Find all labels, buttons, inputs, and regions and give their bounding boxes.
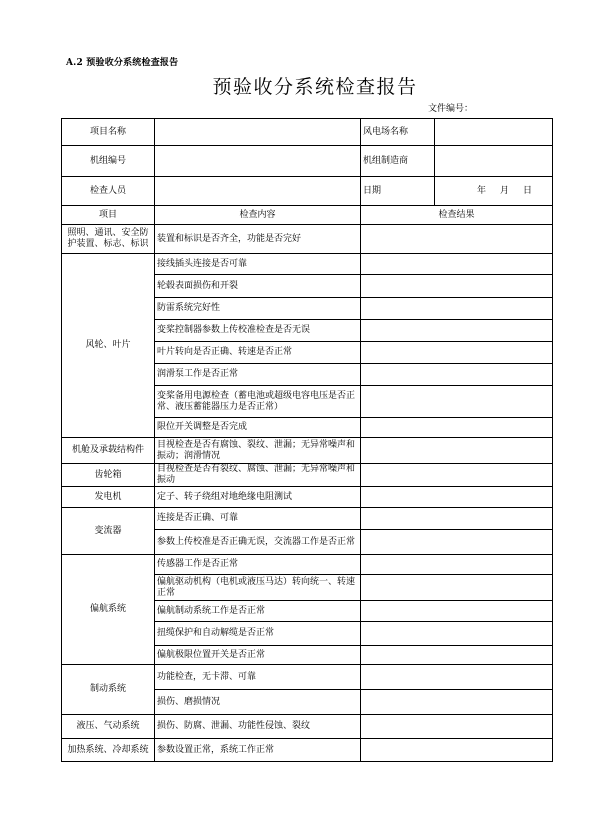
wind-farm-name-value[interactable] bbox=[435, 119, 553, 146]
check-result-cell[interactable] bbox=[361, 342, 553, 364]
check-result-cell[interactable] bbox=[361, 715, 553, 739]
check-content-cell: 偏航驱动机构（电机或液压马达）转向统一、转速正常 bbox=[155, 575, 361, 601]
check-result-cell[interactable] bbox=[361, 320, 553, 342]
check-result-cell[interactable] bbox=[361, 575, 553, 601]
check-content-cell: 变桨控制器参数上传校准检查是否无误 bbox=[155, 320, 361, 342]
table-row bbox=[62, 739, 553, 762]
table-row bbox=[62, 464, 553, 487]
check-content-cell: 防雷系统完好性 bbox=[155, 298, 361, 320]
table-row bbox=[62, 665, 553, 690]
date-value[interactable] bbox=[435, 177, 553, 206]
check-result-cell[interactable] bbox=[361, 739, 553, 762]
item-name-cell: 机舱及承载结构件 bbox=[62, 438, 155, 464]
header-row-unit bbox=[62, 146, 553, 177]
check-result-cell[interactable] bbox=[361, 364, 553, 386]
column-result: 检查结果 bbox=[361, 206, 553, 225]
check-content-cell: 变桨备用电源检查（蓄电池或超级电容电压是否正常、液压蓄能器压力是否正常） bbox=[155, 386, 361, 418]
check-result-cell[interactable] bbox=[361, 530, 553, 555]
section-label: A.2 预验收分系统检查报告 bbox=[66, 58, 179, 68]
project-name-value[interactable] bbox=[155, 119, 361, 146]
item-name-cell: 液压、气动系统 bbox=[62, 715, 155, 739]
check-result-cell[interactable] bbox=[361, 225, 553, 254]
date-label: 日期 bbox=[361, 177, 435, 206]
check-content-cell: 参数设置正常，系统工作正常 bbox=[155, 739, 361, 762]
check-content-cell: 参数上传校准是否正确无误，交流器工作是否正常 bbox=[155, 530, 361, 555]
check-result-cell[interactable] bbox=[361, 622, 553, 646]
wind-farm-name-label: 风电场名称 bbox=[361, 119, 435, 146]
check-content-cell: 限位开关调整是否完成 bbox=[155, 418, 361, 438]
item-name-cell: 照明、通讯、安全防护装置、标志、标识 bbox=[62, 225, 155, 254]
report-title: 预验收分系统检查报告 bbox=[212, 76, 418, 98]
unit-manufacturer-value[interactable] bbox=[435, 146, 553, 177]
check-content-cell: 接线插头连接是否可靠 bbox=[155, 254, 361, 275]
item-name-cell: 发电机 bbox=[62, 487, 155, 508]
check-result-cell[interactable] bbox=[361, 254, 553, 275]
column-item: 项目 bbox=[62, 206, 155, 225]
check-content-cell: 目视检查是否有裂纹、腐蚀、泄漏；无异常噪声和振动 bbox=[155, 464, 361, 487]
doc-number-label: 文件编号： bbox=[428, 104, 474, 114]
inspector-label: 检查人员 bbox=[62, 177, 155, 206]
check-content-cell: 连接是否正确、可靠 bbox=[155, 508, 361, 530]
item-name-cell: 加热系统、冷却系统 bbox=[62, 739, 155, 762]
check-result-cell[interactable] bbox=[361, 275, 553, 298]
item-name-cell: 制动系统 bbox=[62, 665, 155, 715]
inspection-table bbox=[61, 118, 553, 762]
header-row-inspector bbox=[62, 177, 553, 206]
check-content-cell: 轮毂表面损伤和开裂 bbox=[155, 275, 361, 298]
unit-manufacturer-label: 机组制造商 bbox=[361, 146, 435, 177]
check-content-cell: 偏航制动系统工作是否正常 bbox=[155, 601, 361, 622]
check-result-cell[interactable] bbox=[361, 438, 553, 464]
project-name-label: 项目名称 bbox=[62, 119, 155, 146]
item-name-cell: 风轮、叶片 bbox=[62, 254, 155, 438]
check-result-cell[interactable] bbox=[361, 646, 553, 665]
check-result-cell[interactable] bbox=[361, 555, 553, 575]
check-result-cell[interactable] bbox=[361, 464, 553, 487]
item-name-cell: 变流器 bbox=[62, 508, 155, 555]
header-row-project bbox=[62, 119, 553, 146]
check-content-cell: 定子、转子绕组对地绝缘电阻测试 bbox=[155, 487, 361, 508]
date-day: 日 bbox=[522, 185, 532, 196]
check-result-cell[interactable] bbox=[361, 487, 553, 508]
check-content-cell: 传感器工作是否正常 bbox=[155, 555, 361, 575]
table-row bbox=[62, 254, 553, 275]
date-month: 月 bbox=[499, 185, 509, 196]
check-result-cell[interactable] bbox=[361, 690, 553, 715]
check-content-cell: 损伤、防腐、泄漏、功能性侵蚀、裂纹 bbox=[155, 715, 361, 739]
check-content-cell: 叶片转向是否正确、转速是否正常 bbox=[155, 342, 361, 364]
table-row bbox=[62, 438, 553, 464]
item-name-cell: 齿轮箱 bbox=[62, 464, 155, 487]
unit-number-label: 机组编号 bbox=[62, 146, 155, 177]
check-content-cell: 装置和标识是否齐全，功能是否完好 bbox=[155, 225, 361, 254]
check-content-cell: 目视检查是否有腐蚀、裂纹、泄漏；无异常噪声和振动；润滑情况 bbox=[155, 438, 361, 464]
table-row bbox=[62, 508, 553, 530]
table-row bbox=[62, 555, 553, 575]
check-result-cell[interactable] bbox=[361, 386, 553, 418]
check-content-cell: 扭缆保护和自动解缆是否正常 bbox=[155, 622, 361, 646]
check-content-cell: 损伤、磨损情况 bbox=[155, 690, 361, 715]
table-row bbox=[62, 225, 553, 254]
check-content-cell: 功能检查，无卡滞、可靠 bbox=[155, 665, 361, 690]
unit-number-value[interactable] bbox=[155, 146, 361, 177]
table-row bbox=[62, 487, 553, 508]
check-result-cell[interactable] bbox=[361, 601, 553, 622]
check-result-cell[interactable] bbox=[361, 298, 553, 320]
check-result-cell[interactable] bbox=[361, 508, 553, 530]
check-content-cell: 润滑泵工作是否正常 bbox=[155, 364, 361, 386]
date-year: 年 bbox=[476, 185, 486, 196]
check-result-cell[interactable] bbox=[361, 665, 553, 690]
item-name-cell: 偏航系统 bbox=[62, 555, 155, 665]
column-header-row bbox=[62, 206, 553, 225]
check-result-cell[interactable] bbox=[361, 418, 553, 438]
check-content-cell: 偏航极限位置开关是否正常 bbox=[155, 646, 361, 665]
column-content: 检查内容 bbox=[155, 206, 361, 225]
inspector-value[interactable] bbox=[155, 177, 361, 206]
table-row bbox=[62, 715, 553, 739]
